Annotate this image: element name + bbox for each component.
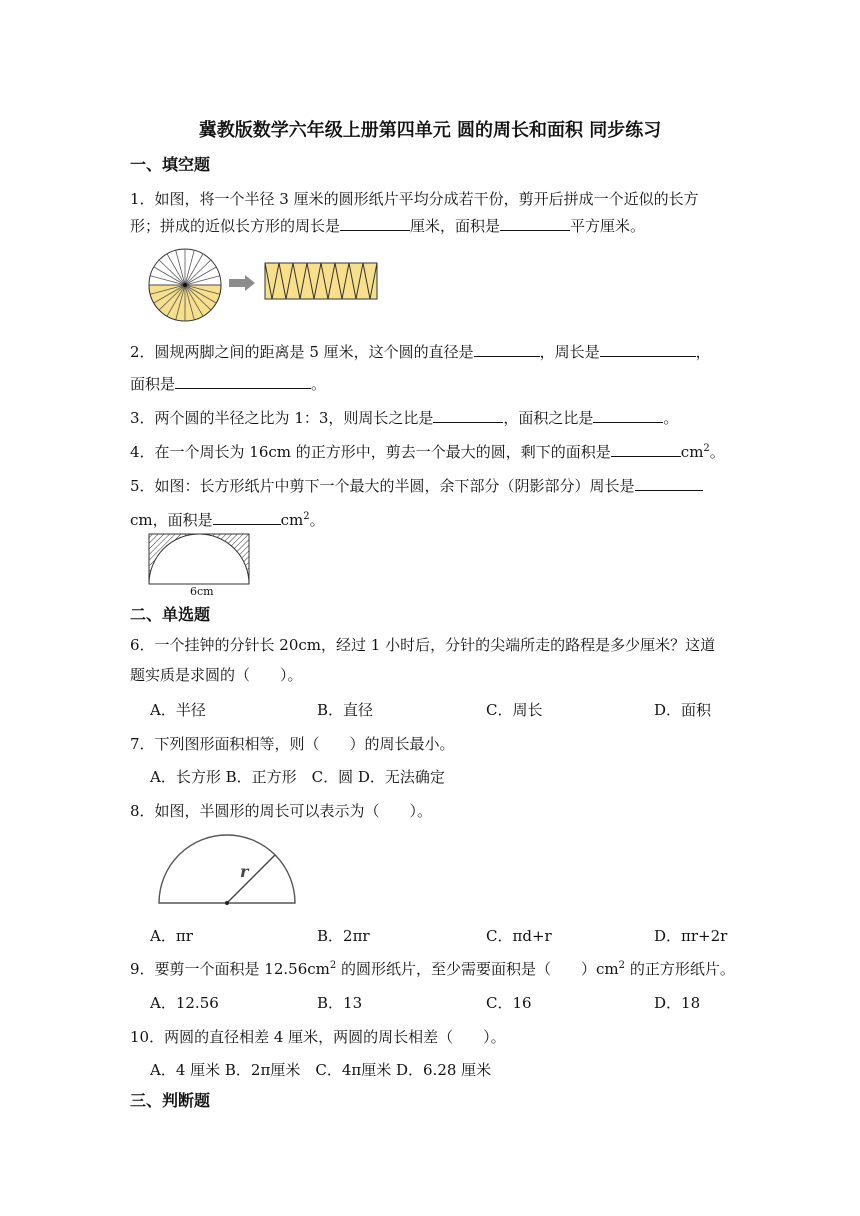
option-d[interactable]: D．18: [654, 994, 701, 1012]
answer-blank[interactable]: [340, 214, 410, 231]
option-a[interactable]: A．12.56: [150, 994, 219, 1012]
option-b[interactable]: B．13: [317, 994, 363, 1012]
answer-blank[interactable]: [635, 474, 703, 491]
question-9: 9．要剪一个面积是 $12.56cm^2$ 的圆形纸片，至少需要面积是（ ）$cm^2$ 的正方形纸片。: [130, 960, 735, 978]
option-b[interactable]: B．2πr: [317, 927, 370, 945]
answer-blank[interactable]: [600, 340, 696, 357]
answer-blank[interactable]: [611, 440, 681, 457]
option-c[interactable]: C．周长: [486, 701, 543, 719]
option-d[interactable]: D．πr+2r: [654, 927, 728, 945]
circle-to-rectangle-figure: [145, 245, 395, 325]
option-c[interactable]: C．πd+r: [486, 927, 552, 945]
figure-width-label: 6cm: [190, 585, 214, 598]
option-d[interactable]: D．面积: [654, 701, 712, 719]
question-10: 10．两圆的直径相差 4 厘米，两圆的周长相差（ ）。: [130, 1028, 506, 1046]
question-6-line-2: 题实质是求圆的（ ）。: [130, 666, 303, 684]
option-c[interactable]: C．16: [486, 994, 532, 1012]
question-5-line-2: cm，面积是 $cm^2$。: [130, 508, 740, 530]
radius-label: r: [240, 862, 249, 881]
answer-blank[interactable]: [500, 214, 570, 231]
answer-blank[interactable]: [593, 406, 663, 423]
question-2-line-2: 面积是 。: [130, 372, 740, 394]
answer-blank[interactable]: [213, 508, 281, 525]
answer-blank[interactable]: [175, 372, 311, 389]
question-8: 8．如图，半圆形的周长可以表示为（ ）。: [130, 802, 433, 820]
question-6-line-1: 6．一个挂钟的分针长 20cm，经过 1 小时后，分针的尖端所走的路程是多少厘米？这道: [130, 636, 716, 654]
option-a[interactable]: A．πr: [150, 927, 193, 945]
question-10-options[interactable]: A．4 厘米 B．2π厘米 C．4π厘米 D．6.28 厘米: [150, 1061, 492, 1079]
question-7: 7．下列图形面积相等，则（ ）的周长最小。: [130, 735, 455, 753]
section-true-false: 三、判断题: [130, 1091, 211, 1110]
section-fill-blank: 一、填空题: [130, 155, 211, 174]
question-4: 4．在一个周长为 16cm 的正方形中，剪去一个最大的圆，剩下的面积是 $cm^2$。: [130, 440, 740, 462]
section-single-choice: 二、单选题: [130, 605, 211, 624]
option-b[interactable]: B．直径: [317, 701, 374, 719]
question-5-line-1: 5．如图：长方形纸片中剪下一个最大的半圆，余下部分（阴影部分）周长是: [130, 474, 740, 496]
semicircle-radius-figure: [155, 832, 300, 907]
answer-blank[interactable]: [474, 340, 540, 357]
option-a[interactable]: A．半径: [150, 701, 206, 719]
question-2-line-1: 2．圆规两脚之间的距离是 5 厘米，这个圆的直径是 ，周长是 ，: [130, 340, 740, 362]
question-1-line-2: 形；拼成的近似长方形的周长是 厘米，面积是 平方厘米。: [130, 214, 740, 236]
question-3: 3．两个圆的半径之比为 1：3，则周长之比是 ，面积之比是 。: [130, 406, 740, 428]
page-title: 冀教版数学六年级上册第四单元 圆的周长和面积 同步练习: [198, 120, 662, 141]
question-7-options[interactable]: A．长方形 B．正方形 C．圆 D．无法确定: [150, 768, 445, 786]
answer-blank[interactable]: [433, 406, 503, 423]
question-1-line-1: 1．如图，将一个半径 3 厘米的圆形纸片平均分成若干份，剪开后拼成一个近似的长方: [130, 190, 699, 208]
